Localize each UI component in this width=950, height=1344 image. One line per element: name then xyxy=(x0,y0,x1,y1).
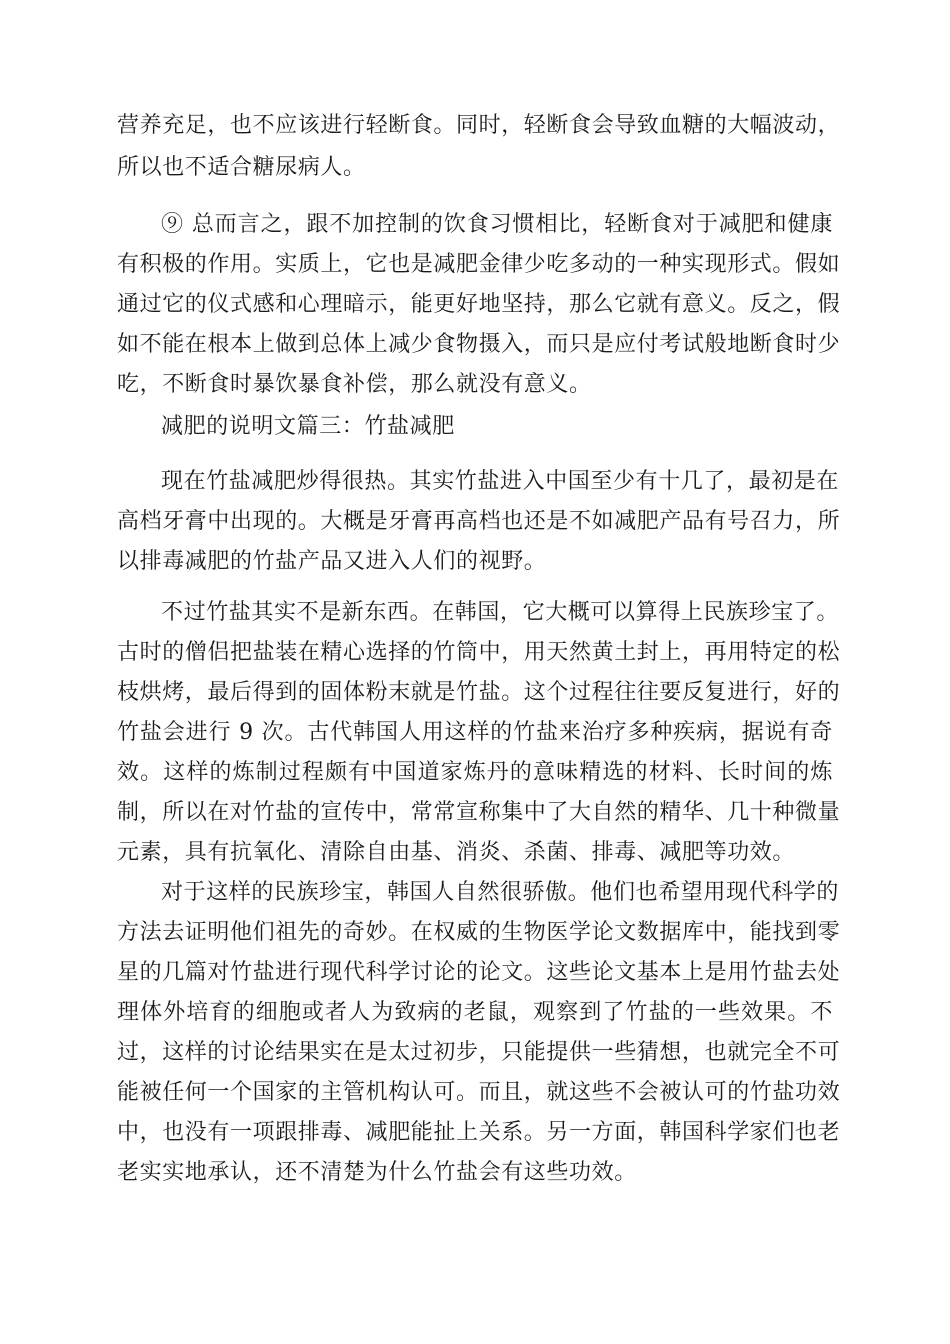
text-line: 制，所以在对竹盐的宣传中，常常宣称集中了大自然的精华、几十种微量 xyxy=(117,800,841,825)
text-line: 理体外培育的细胞或者人为致病的老鼠，观察到了竹盐的一些效果。不 xyxy=(117,1000,833,1025)
text-line: 如不能在根本上做到总体上减少食物摄入，而只是应付考试般地断食时少 xyxy=(117,332,841,357)
text-line: 竹盐会进行 9 次。古代韩国人用这样的竹盐来治疗多种疾病，据说有奇 xyxy=(117,720,833,745)
text-line: 对于这样的民族珍宝，韩国人自然很骄傲。他们也希望用现代科学的 xyxy=(161,880,840,905)
text-line: 老实实地承认，还不清楚为什么竹盐会有这些功效。 xyxy=(117,1160,637,1185)
text-line: 古时的僧侣把盐装在精心选择的竹筒中，用天然黄土封上，再用特定的松 xyxy=(117,640,841,665)
text-line: 元素，具有抗氧化、清除自由基、消炎、杀菌、排毒、减肥等功效。 xyxy=(117,840,796,865)
text-line: 枝烘烤，最后得到的固体粉末就是竹盐。这个过程往往要反复进行，好的 xyxy=(117,680,841,705)
text-line: 有积极的作用。实质上，它也是减肥金律少吃多动的一种实现形式。假如 xyxy=(117,252,841,277)
text-line: 以排毒减肥的竹盐产品又进入人们的视野。 xyxy=(117,549,547,574)
text-line: 方法去证明他们祖先的奇妙。在权威的生物医学论文数据库中，能找到零 xyxy=(117,920,841,945)
text-line: 所以也不适合糖尿病人。 xyxy=(117,155,366,180)
section-heading: 减肥的说明文篇三：竹盐减肥 xyxy=(161,414,455,439)
text-line: 过，这样的讨论结果实在是太过初步，只能提供一些猜想，也就完全不可 xyxy=(117,1040,841,1065)
text-line: 效。这样的炼制过程颇有中国道家炼丹的意味精选的材料、长时间的炼 xyxy=(117,760,833,785)
text-line: 能被任何一个国家的主管机构认可。而且，就这些不会被认可的竹盐功效 xyxy=(117,1080,841,1105)
text-line: 星的几篇对竹盐进行现代科学讨论的论文。这些论文基本上是用竹盐去处 xyxy=(117,960,841,985)
text-line: 通过它的仪式感和心理暗示，能更好地坚持，那么它就有意义。反之，假 xyxy=(117,292,841,317)
text-line: ⑨ 总而言之，跟不加控制的饮食习惯相比，轻断食对于减肥和健康 xyxy=(161,212,833,237)
text-line: 吃，不断食时暴饮暴食补偿，那么就没有意义。 xyxy=(117,372,592,397)
text-line: 中，也没有一项跟排毒、减肥能扯上关系。另一方面，韩国科学家们也老 xyxy=(117,1120,841,1145)
text-line: 高档牙膏中出现的。大概是牙膏再高档也还是不如减肥产品有号召力，所 xyxy=(117,509,841,534)
text-line: 不过竹盐其实不是新东西。在韩国，它大概可以算得上民族珍宝了。 xyxy=(161,600,840,625)
text-line: 现在竹盐减肥炒得很热。其实竹盐进入中国至少有十几了，最初是在 xyxy=(161,469,840,494)
text-line: 营养充足，也不应该进行轻断食。同时，轻断食会导致血糖的大幅波动， xyxy=(117,113,841,138)
